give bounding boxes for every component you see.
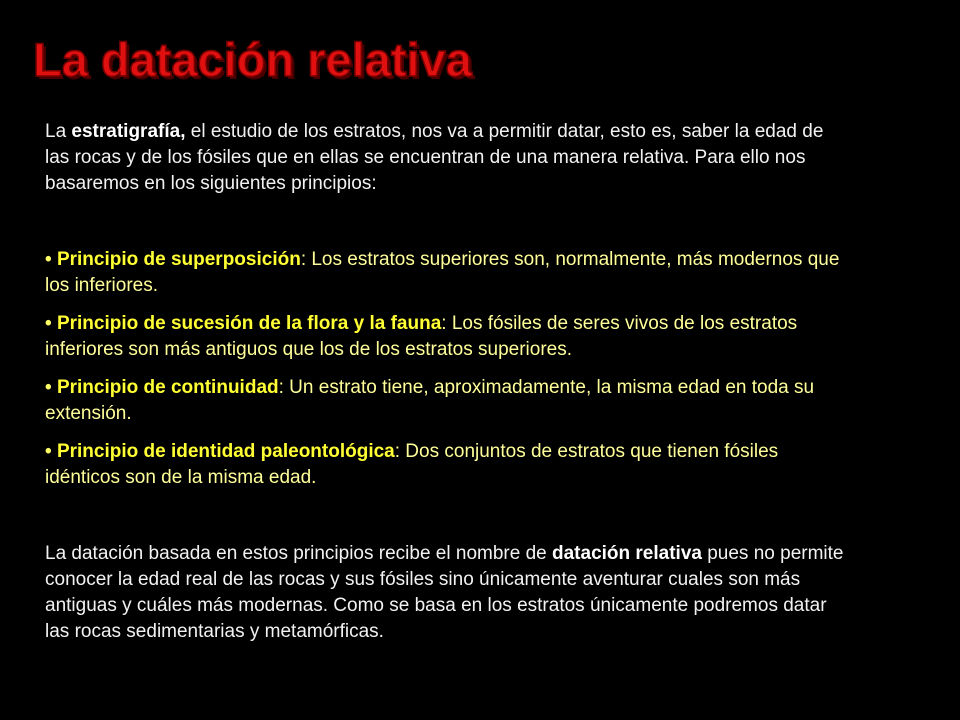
principle-text: : Un estrato tiene, aproximadamente, la misma edad en toda su extensión.: [45, 377, 815, 424]
principle-name: Principio de sucesión de la flora y la fauna: [56, 313, 442, 334]
intro-text-after: el estudio de los estratos, nos va a permitir datar, esto es, saber la edad de las rocas y de los fósiles que en ellas se encuentran de una manera relativa. Para ello nos basaremos en los siguientes principios:: [45, 121, 824, 194]
intro-text-before: La: [45, 121, 72, 142]
bullet-icon: •: [45, 313, 52, 334]
bullet-icon: •: [45, 377, 52, 398]
principle-name: Principio de continuidad: [56, 377, 279, 398]
principles-list: [45, 247, 845, 503]
closing-text-before: La datación basada en estos principios recibe el nombre de: [45, 543, 552, 564]
closing-paragraph: [45, 541, 845, 645]
principle-text: : Dos conjuntos de estratos que tienen fósiles idénticos son de la misma edad.: [45, 441, 779, 488]
principle-text: : Los estratos superiores son, normalmente, más modernos que los inferiores.: [45, 249, 840, 296]
principle-superposicion: [45, 247, 845, 299]
principle-sucesion-flora-fauna: [45, 311, 845, 363]
bullet-icon: •: [45, 249, 52, 270]
principle-identidad-paleontologica: [45, 439, 845, 491]
principle-name: Principio de superposición: [56, 249, 301, 270]
slide-title: La datación relativa: [33, 33, 472, 86]
closing-term-datacion-relativa: datación relativa: [552, 543, 702, 564]
principle-continuidad: [45, 375, 845, 427]
principle-text: : Los fósiles de seres vivos de los estratos inferiores son más antiguos que los de los estratos superiores.: [45, 313, 798, 360]
closing-text-after: pues no permite conocer la edad real de las rocas y sus fósiles sino únicamente aventurar cuales son más antiguas y cuáles más modernas. Como se basa en los estratos únicamente podremos datar las rocas sedimentarias y metamórficas.: [45, 543, 844, 642]
bullet-icon: •: [45, 441, 52, 462]
intro-term-estratigrafia: estratigrafía,: [71, 121, 186, 142]
intro-paragraph: [45, 119, 845, 197]
principle-name: Principio de identidad paleontológica: [56, 441, 395, 462]
